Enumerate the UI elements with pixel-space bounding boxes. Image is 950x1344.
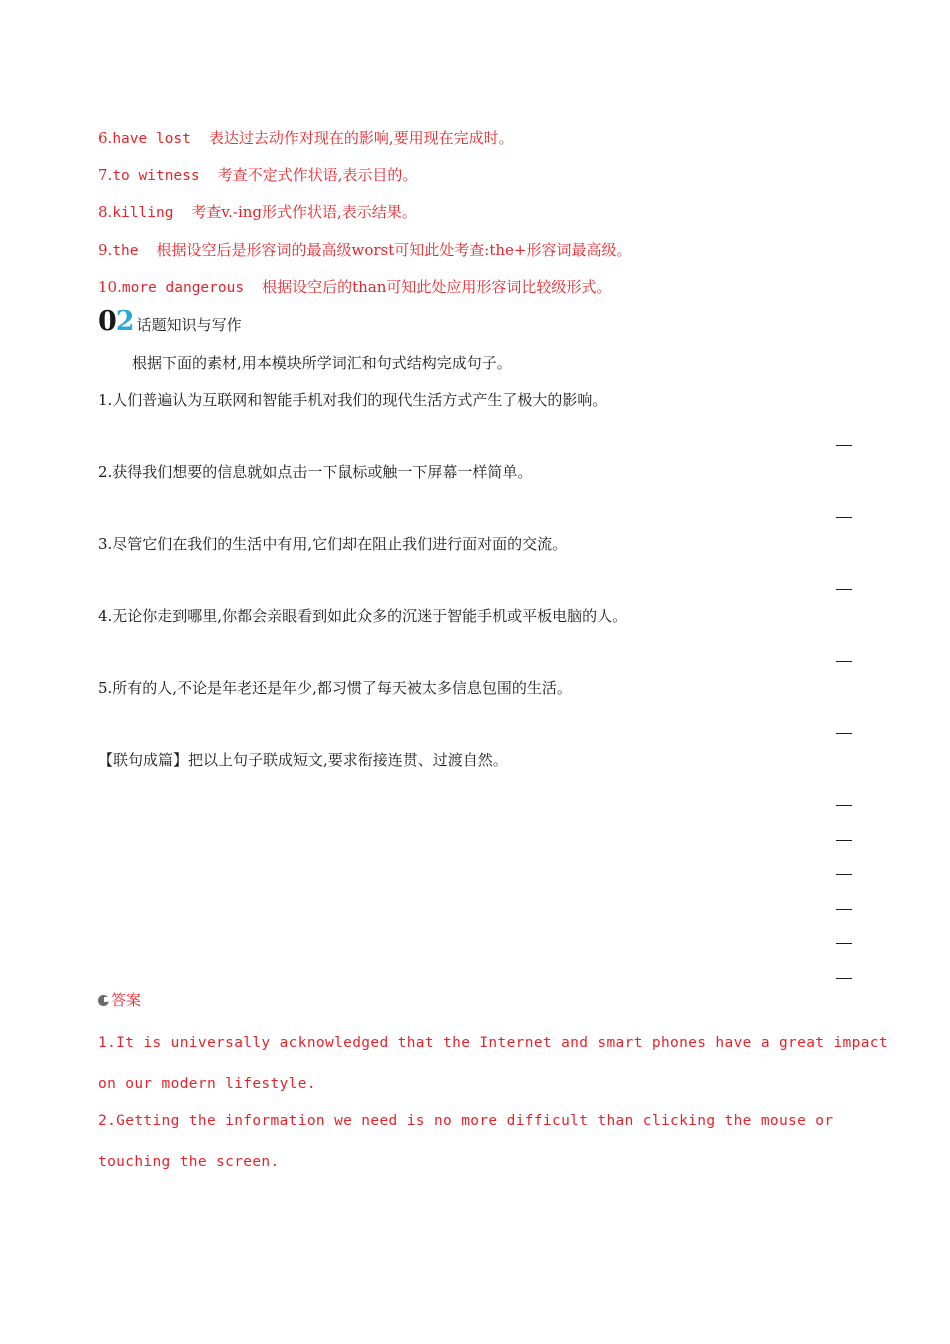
question-3: 3.尽管它们在我们的生活中有用,它们却在阻止我们进行面对面的交流。	[98, 535, 568, 553]
question-5: 5.所有的人,不论是年老还是年少,都习惯了每天被太多信息包围的生活。	[98, 679, 572, 697]
essay-blank-1[interactable]	[836, 805, 852, 806]
answer-line-4: touching the screen.	[98, 1154, 280, 1170]
answer-item-8: 8.killing 考查v.-ing形式作状语,表示结果。	[98, 203, 417, 221]
answer-explanation: 考查不定式作状语,表示目的。	[217, 166, 418, 184]
section-header	[98, 306, 242, 336]
answer-word: have lost	[112, 131, 191, 147]
answer-blank-2[interactable]	[836, 517, 852, 518]
answer-explanation: 根据设空后的than可知此处应用形容词比较级形式。	[262, 278, 612, 296]
essay-blank-2[interactable]	[836, 840, 852, 841]
answer-item-6: 6.have lost 表达过去动作对现在的影响,要用现在完成时。	[98, 129, 514, 147]
combine-task: 【联句成篇】把以上句子联成短文,要求衔接连贯、过渡自然。	[98, 751, 508, 769]
section-intro: 根据下面的素材,用本模块所学词汇和句式结构完成句子。	[132, 354, 512, 372]
answer-blank-1[interactable]	[836, 445, 852, 446]
answer-item-7: 7.to witness 考查不定式作状语,表示目的。	[98, 166, 418, 184]
answer-word: more dangerous	[121, 280, 245, 296]
answer-item-10: 10.more dangerous 根据设空后的than可知此处应用形容词比较级形式。	[98, 278, 612, 296]
answer-item-9: 9.the 根据设空后是形容词的最高级worst可知此处考查:the+形容词最高级。	[98, 241, 632, 259]
answer-line-1: 1.It is universally acknowledged that the Internet and smart phones have a great impact	[98, 1035, 888, 1051]
answer-label: 答案	[111, 991, 142, 1009]
answer-heading	[98, 990, 141, 1010]
question-2: 2.获得我们想要的信息就如点击一下鼠标或触一下屏幕一样简单。	[98, 463, 533, 481]
answer-explanation: 表达过去动作对现在的影响,要用现在完成时。	[208, 129, 514, 147]
answer-word: the	[112, 243, 139, 259]
answer-blank-3[interactable]	[836, 589, 852, 590]
answer-explanation: 根据设空后是形容词的最高级worst可知此处考查:the+形容词最高级。	[156, 241, 632, 259]
question-1: 1.人们普遍认为互联网和智能手机对我们的现代生活方式产生了极大的影响。	[98, 391, 608, 409]
answer-word: killing	[112, 205, 174, 221]
essay-blank-3[interactable]	[836, 874, 852, 875]
answer-word: to witness	[112, 168, 200, 184]
answer-line-3: 2.Getting the information we need is no more difficult than clicking the mouse or	[98, 1113, 834, 1129]
essay-blank-4[interactable]	[836, 909, 852, 910]
answer-line-2: on our modern lifestyle.	[98, 1076, 316, 1092]
essay-blank-5[interactable]	[836, 943, 852, 944]
question-4: 4.无论你走到哪里,你都会亲眼看到如此众多的沉迷于智能手机或平板电脑的人。	[98, 607, 628, 625]
answer-blank-4[interactable]	[836, 661, 852, 662]
essay-blank-6[interactable]	[836, 978, 852, 979]
section-number-second: 2	[115, 306, 135, 337]
answer-explanation: 考查v.-ing形式作状语,表示结果。	[191, 203, 417, 221]
answer-icon	[98, 995, 109, 1006]
section-number-first: 0	[98, 306, 116, 337]
section-title: 话题知识与写作	[136, 316, 242, 334]
answer-blank-5[interactable]	[836, 733, 852, 734]
